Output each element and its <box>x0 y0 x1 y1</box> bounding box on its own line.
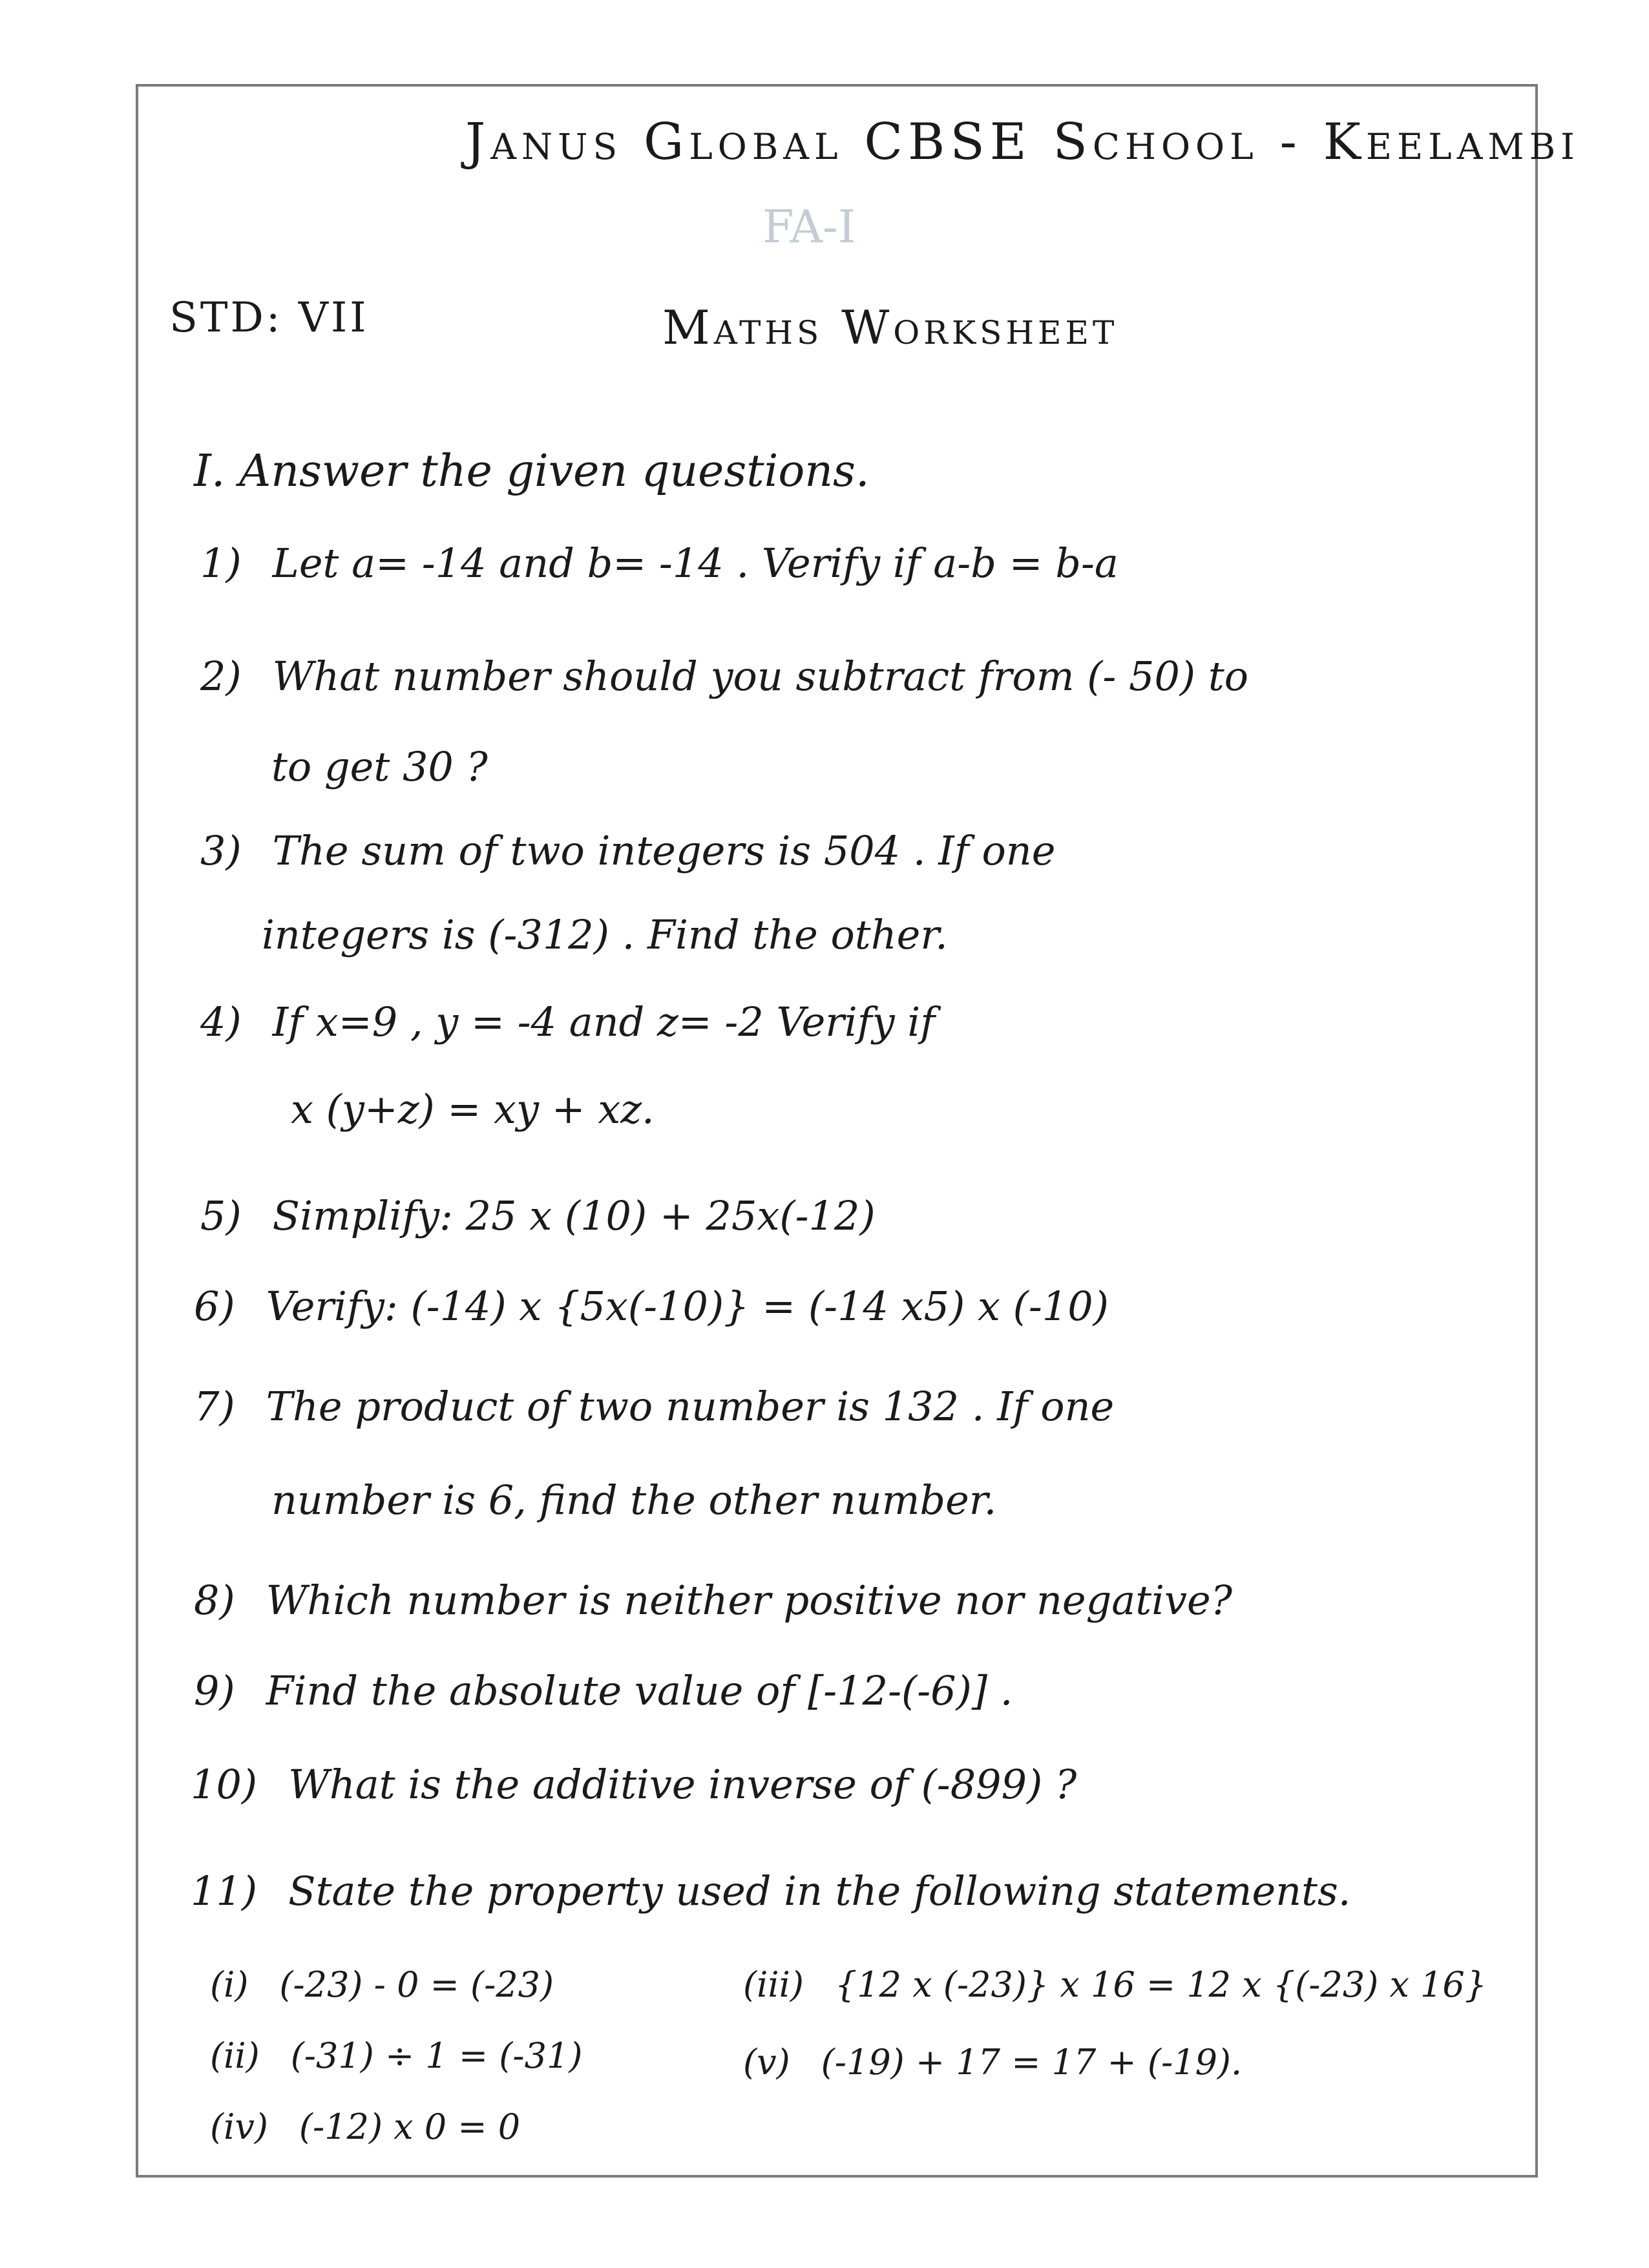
question-text: Let a= -14 and b= -14 . Verify if a-b = b-a <box>272 540 1119 587</box>
question-text: What is the additive inverse of (-899) ? <box>288 1761 1077 1808</box>
question-5 <box>200 1192 876 1239</box>
question-1 <box>200 540 1119 587</box>
question-number: 7) <box>194 1383 235 1430</box>
statement-expression: {12 x (-23)} x 16 = 12 x {(-23) x 16} <box>834 1964 1487 2005</box>
question-2-continued: to get 30 ? <box>271 743 488 790</box>
statement-expression: (-23) - 0 = (-23) <box>279 1964 554 2005</box>
question-number: 4) <box>200 998 242 1045</box>
statement-expression: (-31) ÷ 1 = (-31) <box>290 2035 583 2076</box>
question-text: What number should you subtract from (- 50) to <box>272 653 1249 700</box>
question-text: The product of two number is 132 . If one <box>266 1383 1115 1430</box>
property-statement-iv <box>210 2106 520 2147</box>
question-text: If x=9 , y = -4 and z= -2 Verify if <box>272 998 936 1045</box>
question-9 <box>194 1667 1013 1714</box>
section-heading: I. Answer the given questions. <box>194 446 870 497</box>
question-text: State the property used in the following statements. <box>288 1867 1351 1915</box>
question-number: 8) <box>194 1577 235 1624</box>
question-number: 2) <box>200 653 242 700</box>
assessment-mark: FA-I <box>762 200 856 253</box>
statement-expression: (-12) x 0 = 0 <box>299 2106 521 2147</box>
question-number: 5) <box>200 1192 242 1239</box>
statement-number: (v) <box>743 2042 790 2083</box>
question-text: Verify: (-14) x {5x(-10)} = (-14 x5) x (-10) <box>266 1283 1109 1330</box>
question-11 <box>191 1867 1351 1915</box>
question-number: 1) <box>200 540 242 587</box>
question-3 <box>200 827 1055 874</box>
worksheet-title: Maths Worksheet <box>662 300 1119 355</box>
question-number: 9) <box>194 1667 235 1714</box>
question-number: 3) <box>200 827 242 874</box>
question-3-continued: integers is (-312) . Find the other. <box>262 911 948 958</box>
question-10 <box>191 1761 1077 1808</box>
statement-number: (iii) <box>743 1964 804 2005</box>
school-name: Janus Global CBSE School - Keelambi <box>465 113 1580 171</box>
property-statement-v <box>743 2042 1242 2083</box>
property-statement-iii <box>743 1964 1487 2005</box>
question-text: Find the absolute value of [-12-(-6)] . <box>266 1667 1013 1714</box>
statement-number: (iv) <box>210 2106 268 2147</box>
standard-label: STD: VII <box>169 294 369 342</box>
question-4-continued: x (y+z) = xy + xz. <box>291 1086 655 1133</box>
statement-number: (ii) <box>210 2035 260 2076</box>
question-7-continued: number is 6, find the other number. <box>271 1476 997 1524</box>
question-number: 6) <box>194 1283 235 1330</box>
question-text: Which number is neither positive nor negative? <box>266 1577 1232 1624</box>
statement-number: (i) <box>210 1964 249 2005</box>
property-statement-ii <box>210 2035 582 2076</box>
property-statement-i <box>210 1964 554 2005</box>
statement-expression: (-19) + 17 = 17 + (-19). <box>821 2042 1243 2083</box>
question-text: The sum of two integers is 504 . If one <box>272 827 1056 874</box>
question-6 <box>194 1283 1109 1330</box>
question-7 <box>194 1383 1114 1430</box>
question-2 <box>200 653 1248 700</box>
question-8 <box>194 1577 1232 1624</box>
question-4 <box>200 998 935 1045</box>
question-number: 11) <box>191 1867 258 1915</box>
question-text: Simplify: 25 x (10) + 25x(-12) <box>272 1192 876 1239</box>
question-number: 10) <box>191 1761 258 1808</box>
